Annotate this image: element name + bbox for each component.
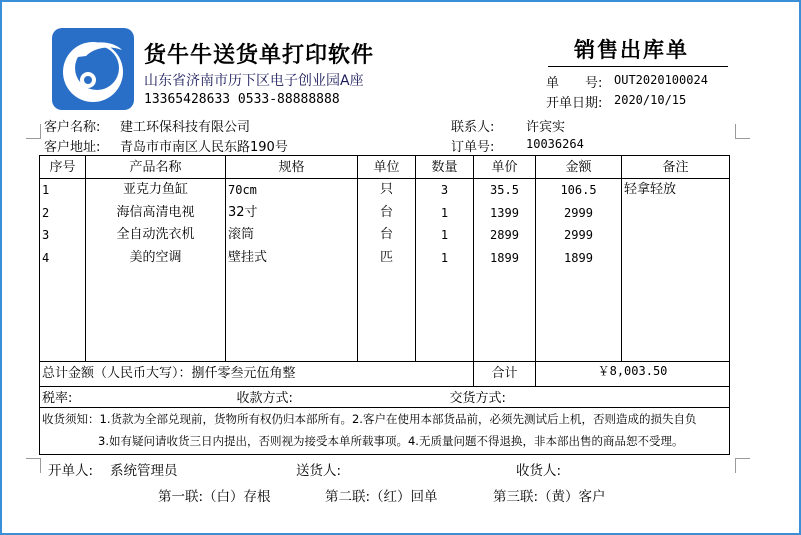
document-title: 销售出库单 [574, 38, 689, 62]
order-number-value: 10036264 [526, 137, 584, 151]
cell-qty: 1 [440, 228, 449, 242]
company-logo-icon [52, 28, 134, 110]
cell-product-name: 海信高清电视 [116, 204, 195, 220]
cell-note [622, 224, 729, 247]
customer-name-label: 客户名称: [44, 120, 101, 135]
column-spec [226, 179, 358, 362]
notes-line-1: 收货须知：1.货款为全部兑现前，货物所有权仍归本部所有。2.客户在使用本部货品前，必须先测试后上机，否则造成的损失自负 [42, 412, 697, 426]
customer-address-label: 客户地址: [44, 140, 101, 155]
column-qty [416, 179, 474, 362]
table-header-row [40, 156, 730, 179]
notes-row [40, 408, 730, 455]
cell-price: 35.5 [490, 183, 519, 197]
header-cell-qty: 数量 [416, 156, 474, 179]
total-words-label: 总计金额（人民币大写）： [42, 366, 192, 381]
header-cell-unit: 单位 [358, 156, 416, 179]
copy-3-label: 第三联:（黄）客户 [493, 489, 606, 505]
header-cell-spec: 规格 [226, 156, 358, 179]
contact-label: 联系人: [451, 120, 495, 135]
total-words-cell [40, 362, 474, 387]
cell-unit: 台 [379, 227, 393, 242]
header-cell-name: 产品名称 [86, 156, 226, 179]
company-name: 货牛牛送货单打印软件 [144, 43, 375, 68]
cell-spec: 70cm [228, 183, 257, 197]
cell-product-name: 全自动洗衣机 [116, 227, 195, 242]
cell-spec: 32寸 [228, 204, 258, 220]
crop-mark-bottom-right [735, 458, 750, 473]
sender-label: 送货人: [296, 463, 342, 479]
doc-number-value: OUT2020100024 [614, 73, 708, 87]
payment-cell [40, 387, 730, 408]
column-note [622, 179, 730, 362]
cell-price: 1899 [490, 250, 519, 265]
receiver-label: 收货人: [516, 463, 562, 479]
header-cell-price: 单价 [474, 156, 536, 179]
customer-name-value: 建工环保科技有限公司 [120, 120, 251, 135]
cell-spec: 壁挂式 [228, 249, 268, 265]
payment-method-label: 收款方式: [236, 391, 293, 406]
cell-amount: 1899 [564, 250, 593, 265]
notes-line-2: 3.如有疑问请收货三日内提出，否则视为接受本单所载事项。4.无质量问题不得退换，非本部出售的商品恕不受理。 [98, 434, 684, 448]
crop-mark-bottom-left [26, 458, 41, 473]
cell-no: 2 [42, 205, 50, 220]
cell-product-name: 美的空调 [129, 249, 182, 265]
notes-cell [40, 408, 730, 455]
column-no [40, 179, 86, 362]
cell-amount: 2999 [564, 205, 593, 220]
maker-value: 系统管理员 [110, 463, 178, 479]
header-cell-amount: 金额 [536, 156, 622, 179]
doc-number-label: 单 号: [546, 76, 603, 91]
cell-spec: 滚筒 [228, 227, 255, 242]
title-underline [548, 66, 728, 67]
column-amount [536, 179, 622, 362]
items-table [39, 155, 730, 455]
cell-no: 3 [42, 228, 50, 242]
header-cell-no: 序号 [40, 156, 86, 179]
cell-note: 轻拿轻放 [624, 182, 677, 197]
column-price [474, 179, 536, 362]
contact-value: 许宾实 [526, 120, 566, 135]
copy-1-label: 第一联:（白）存根 [158, 489, 271, 505]
cell-note [622, 247, 729, 270]
column-unit [358, 179, 416, 362]
copy-2-label: 第二联:（红）回单 [325, 489, 438, 505]
cell-qty: 3 [440, 183, 449, 197]
cell-note [622, 202, 729, 225]
sum-value: ￥8,003.50 [536, 362, 730, 387]
column-name [86, 179, 226, 362]
maker-label: 开单人: [48, 463, 94, 479]
company-address: 山东省济南市历下区电子创业园A座 [144, 73, 364, 89]
customer-address-value: 青岛市市南区人民东路190号 [120, 140, 288, 155]
cell-amount: 2999 [564, 228, 593, 242]
total-row [40, 362, 730, 387]
cell-unit: 匹 [379, 249, 393, 265]
table-body [40, 179, 730, 362]
cell-product-name: 亚克力鱼缸 [122, 182, 188, 197]
doc-date-label: 开单日期: [546, 96, 603, 111]
company-phone: 13365428633 0533-88888888 [144, 92, 340, 107]
crop-mark-top-left [26, 124, 41, 139]
crop-mark-top-right [735, 124, 750, 139]
cell-no: 4 [42, 250, 50, 265]
delivery-method-label: 交货方式: [449, 391, 506, 406]
payment-row [40, 387, 730, 408]
cell-unit: 台 [379, 204, 393, 220]
order-number-label: 订单号: [451, 140, 495, 155]
cell-qty: 1 [440, 250, 449, 265]
cell-qty: 1 [440, 205, 449, 220]
header-cell-note: 备注 [622, 156, 730, 179]
cell-unit: 只 [379, 182, 393, 197]
tax-label: 税率: [42, 391, 73, 406]
cell-price: 1399 [490, 205, 519, 220]
cell-no: 1 [42, 183, 50, 197]
sum-label: 合计 [474, 362, 536, 387]
cell-amount: 106.5 [560, 183, 597, 197]
total-words-value: 捌仟零叁元伍角整 [191, 366, 296, 381]
cell-price: 2899 [490, 228, 519, 242]
doc-date-value: 2020/10/15 [614, 93, 687, 107]
